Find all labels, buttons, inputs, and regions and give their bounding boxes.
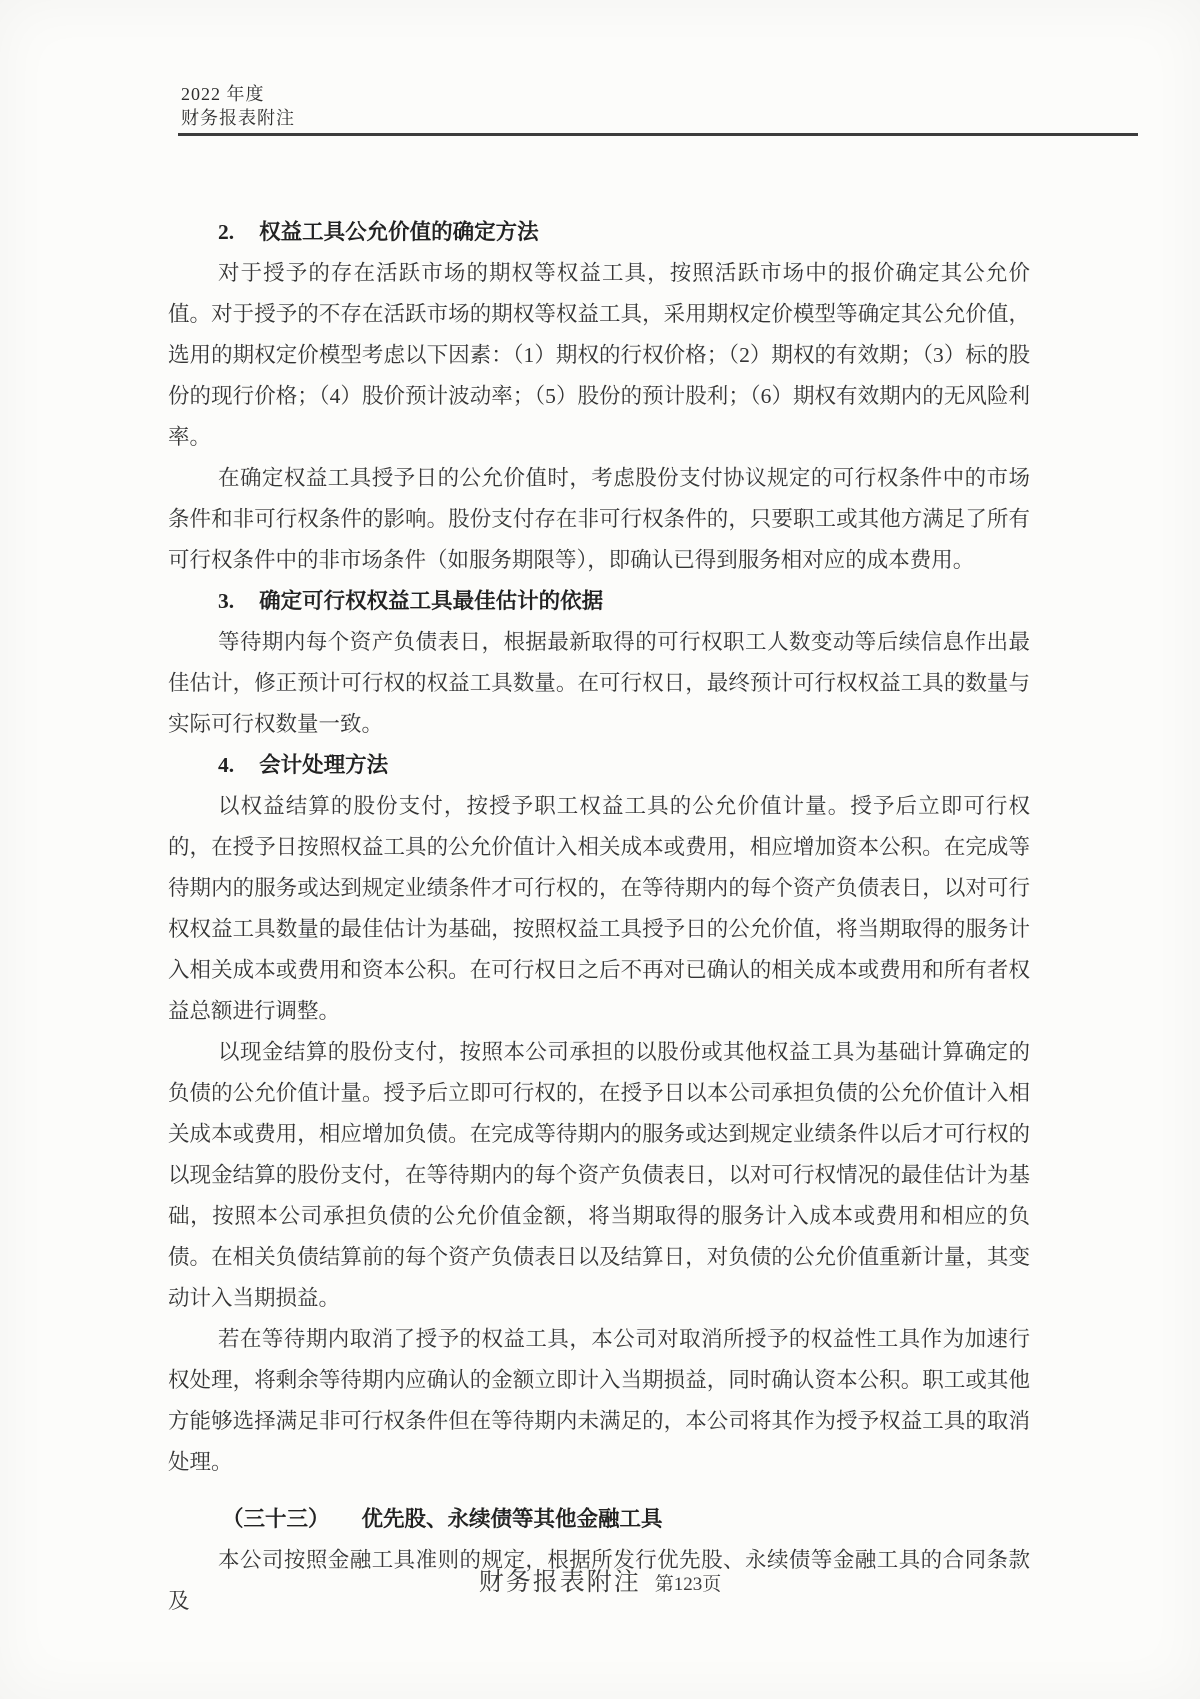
heading-number: 4.: [218, 753, 235, 777]
page-header: [181, 82, 295, 130]
paragraph: 本公司按照金融工具准则的规定，根据所发行优先股、永续债等金融工具的合同条款及: [168, 1548, 1030, 1613]
header-year-line: 2022 年度: [181, 84, 265, 104]
footer-doc-title: 财务报表附注: [478, 1569, 641, 1596]
heading: [168, 581, 1030, 622]
heading-title: 权益工具公允价值的确定方法: [259, 220, 539, 244]
paragraph: 以现金结算的股份支付，按照本公司承担的以股份或其他权益工具为基础计算确定的负债的公允价值计量。授予后立即可行权的，在授予日以本公司承担负债的公允价值计入相关成本或费用，相应增加负债。在完成等待期内的服务或达到规定业绩条件以后才可行权的以现金结算的股份支付，在等待期内的每个资产负债表日，以对可行权情况的最佳估计为基础，按照本公司承担负债的公允价值金额，将当期取得的服务计入成本或费用和相应的负债。在相关负债结算前的每个资产负债表日以及结算日，对负债的公允价值重新计量，其变动计入当期损益。: [168, 1040, 1030, 1310]
heading: [168, 212, 1030, 253]
paragraph: 若在等待期内取消了授予的权益工具，本公司对取消所授予的权益性工具作为加速行权处理，将剩余等待期内应确认的金额立即计入当期损益，同时确认资本公积。职工或其他方能够选择满足非可行权条件但在等待期内未满足的，本公司将其作为授予权益工具的取消处理。: [168, 1327, 1030, 1474]
paragraph: 以权益结算的股份支付，按授予职工权益工具的公允价值计量。授予后立即可行权的，在授予日按照权益工具的公允价值计入相关成本或费用，相应增加资本公积。在完成等待期内的服务或达到规定业绩条件才可行权的，在等待期内的每个资产负债表日，以对可行权权益工具数量的最佳估计为基础，按照权益工具授予日的公允价值，将当期取得的服务计入相关成本或费用和资本公积。在可行权日之后不再对已确认的相关成本或费用和所有者权益总额进行调整。: [168, 794, 1030, 1023]
heading-number: 2.: [218, 220, 235, 244]
header-rule: [178, 133, 1138, 136]
paragraph: 在确定权益工具授予日的公允价值时，考虑股份支付协议规定的可行权条件中的市场条件和非可行权条件的影响。股份支付存在非可行权条件的，只要职工或其他方满足了所有可行权条件中的非市场条件（如服务期限等），即确认已得到服务相对应的成本费用。: [168, 466, 1030, 572]
heading-title: 会计处理方法: [259, 753, 389, 777]
footer-page-number: 第123页: [654, 1574, 722, 1595]
document-body: [168, 212, 1030, 1622]
heading-number: （三十三）: [222, 1507, 330, 1531]
heading-number: 3.: [218, 589, 235, 613]
page-footer: [0, 1562, 1200, 1598]
paragraph: 等待期内每个资产负债表日，根据最新取得的可行权职工人数变动等后续信息作出最佳估计，修正预计可行权的权益工具数量。在可行权日，最终预计可行权权益工具的数量与实际可行权数量一致。: [168, 630, 1030, 736]
header-doc-line: 财务报表附注: [181, 108, 295, 128]
heading-title: 优先股、永续债等其他金融工具: [361, 1507, 663, 1531]
heading-title: 确定可行权权益工具最佳估计的依据: [259, 589, 604, 613]
section-heading: [168, 1499, 1030, 1540]
paragraph: 对于授予的存在活跃市场的期权等权益工具，按照活跃市场中的报价确定其公允价值。对于授予的不存在活跃市场的期权等权益工具，采用期权定价模型等确定其公允价值，选用的期权定价模型考虑以下因素：（1）期权的行权价格；（2）期权的有效期；（3）标的股份的现行价格；（4）股价预计波动率；（5）股份的预计股利；（6）期权有效期内的无风险利率。: [168, 261, 1030, 449]
heading: [168, 745, 1030, 786]
